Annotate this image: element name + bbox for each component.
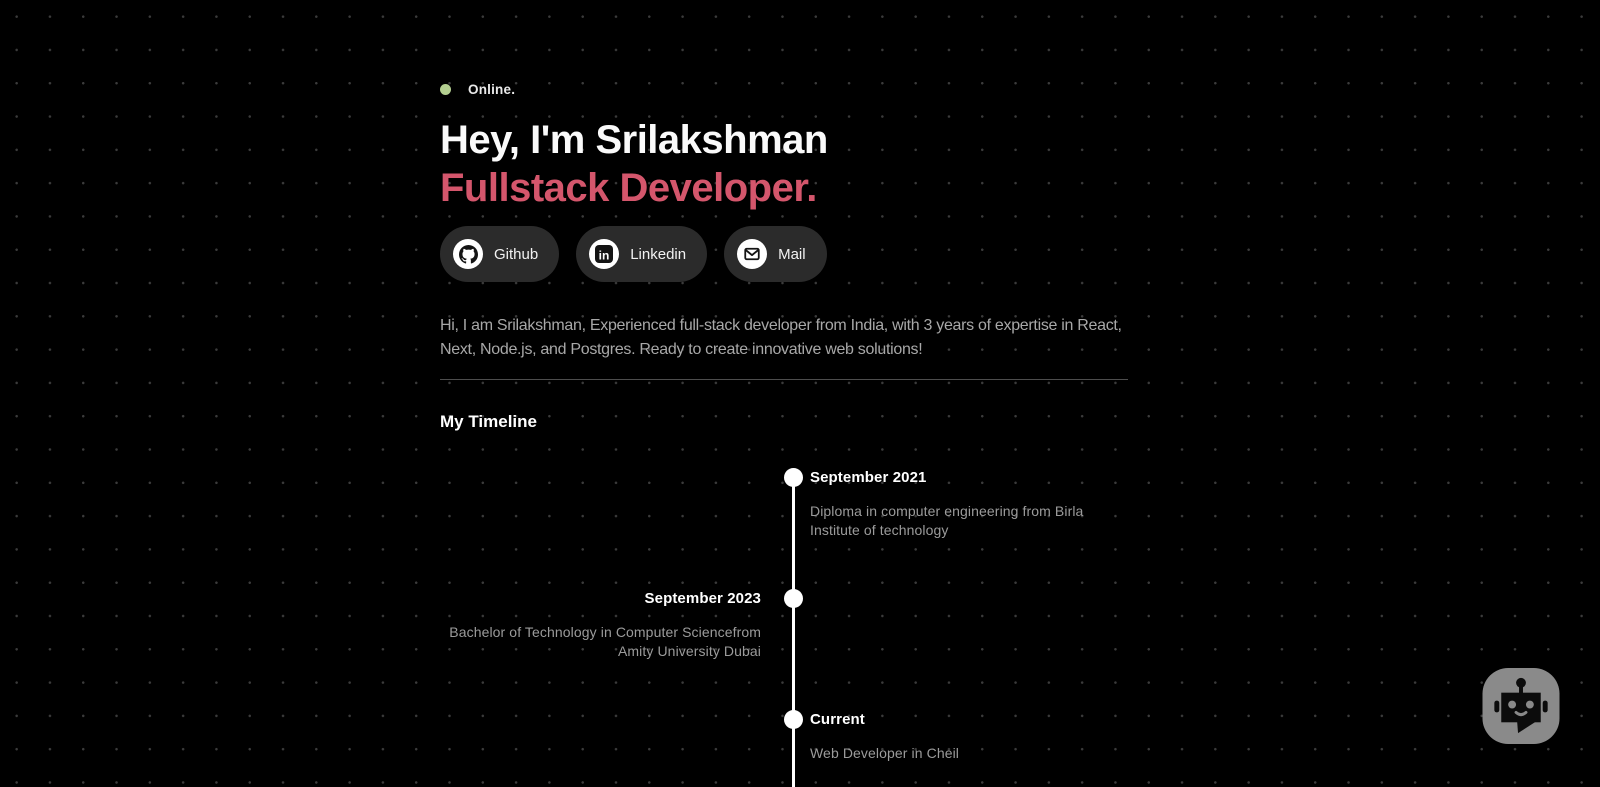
timeline-entry xyxy=(440,589,761,661)
social-links xyxy=(440,226,1128,282)
timeline xyxy=(440,468,1128,763)
timeline-dot xyxy=(784,710,803,729)
timeline-entry-title: Current xyxy=(810,711,865,728)
online-status xyxy=(440,81,1128,97)
svg-text:in: in xyxy=(598,248,610,263)
timeline-heading: My Timeline xyxy=(440,412,537,431)
hero-role: Fullstack Developer. xyxy=(440,166,817,210)
mail-button[interactable] xyxy=(724,226,827,282)
github-button-label: Github xyxy=(494,245,539,263)
timeline-entry xyxy=(440,710,1128,763)
github-button[interactable] xyxy=(440,226,559,282)
linkedin-icon xyxy=(589,239,619,269)
timeline-entry-title: September 2021 xyxy=(810,469,927,486)
online-dot-icon xyxy=(440,84,451,95)
hero-heading xyxy=(440,116,1128,212)
timeline-entry-description: Bachelor of Technology in Computer Sciencefrom Amity University Dubai xyxy=(449,624,761,659)
timeline-dot xyxy=(784,468,803,487)
timeline-dot xyxy=(784,589,803,608)
hero-greeting: Hey, I'm Srilakshman xyxy=(440,118,828,162)
chatbot-button[interactable] xyxy=(1482,668,1560,745)
main-content xyxy=(440,0,1128,763)
divider xyxy=(440,379,1128,380)
bio-text: Hi, I am Srilakshman, Experienced full-stack developer from India, with 3 years of expertise in React, Next, Node.js, and Postgres. Ready to create innovative web solutions! xyxy=(440,317,1122,358)
github-icon xyxy=(453,239,483,269)
linkedin-button[interactable] xyxy=(576,226,707,282)
mail-button-label: Mail xyxy=(778,245,806,263)
timeline-entry xyxy=(440,468,1128,540)
timeline-entry-description: Web Developer in Cheil xyxy=(810,745,960,761)
timeline-entry-title: September 2023 xyxy=(644,590,761,607)
linkedin-button-label: Linkedin xyxy=(630,245,687,263)
mail-icon xyxy=(737,239,767,269)
online-status-label: Online. xyxy=(468,81,516,97)
timeline-entry-description: Diploma in computer engineering from Birla Institute of technology xyxy=(810,503,1084,538)
chatbot-icon xyxy=(1482,668,1560,745)
